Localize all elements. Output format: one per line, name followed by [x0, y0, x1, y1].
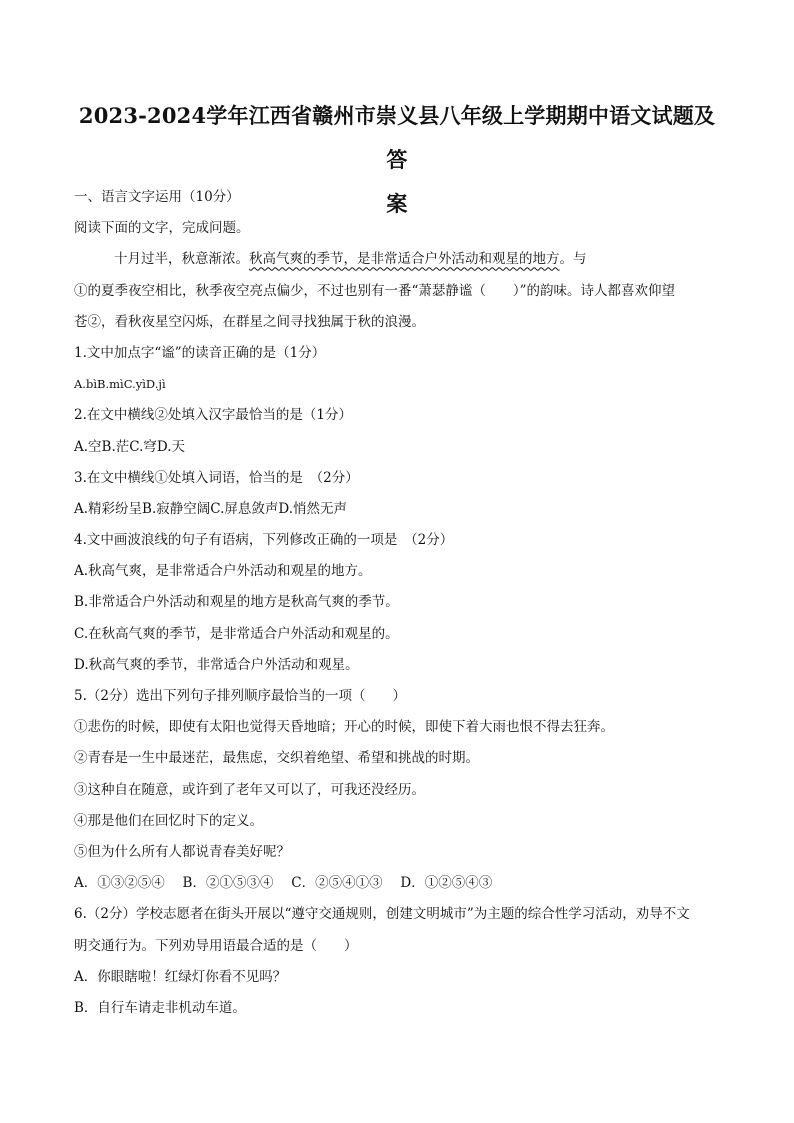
section-heading: 一、语言文字运用（10分） — [74, 189, 240, 205]
question-2-options: A.空B.茫C.穹D.天 — [74, 438, 186, 455]
passage-text: 十月过半，秋意渐浓。 — [114, 251, 249, 268]
question-3-options: A.精彩纷呈B.寂静空阔C.屏息敛声D.悄然无声 — [74, 500, 348, 517]
title-line-1: 2023-2024学年江西省赣州市崇义县八年级上学期期中语文试题及答 — [78, 103, 716, 172]
wavy-underlined-sentence: 秋高气爽的季节，是非常适合户外活动和观星的地方 — [249, 251, 560, 268]
question-5-sentence-5: ⑤但为什么所有人都说青春美好呢？ — [74, 843, 290, 860]
question-4-option-c: C.在秋高气爽的季节，是非常适合户外活动和观星的。 — [74, 625, 399, 642]
document-body — [74, 182, 734, 1024]
question-4-stem: 4.文中画波浪线的句子有语病，下列修改正确的一项是 （2分） — [74, 532, 454, 549]
question-6-option-a: A．你眼瞎啦！红绿灯你看不见吗？ — [74, 968, 287, 985]
question-1-stem: 1.文中加点字“谧”的读音正确的是（1分） — [74, 344, 326, 361]
question-5-stem: 5.（2分）选出下列句子排列顺序最恰当的一项（ ） — [74, 688, 406, 704]
passage-line-3: 苍②，看秋夜星空闪烁，在群星之间寻找独属于秋的浪漫。 — [74, 313, 425, 330]
passage-text: 。与 — [559, 251, 587, 268]
question-5-sentence-4: ④那是他们在回忆时下的定义。 — [74, 812, 263, 829]
question-6-stem-line-2: 明交通行为。下列劝导用语最合适的是（ ） — [74, 937, 358, 954]
question-6-option-b: B．自行车请走非机动车道。 — [74, 999, 246, 1016]
question-4-option-d: D.秋高气爽的季节，非常适合户外活动和观星。 — [74, 656, 359, 673]
question-5-sentence-1: ①悲伤的时候，即使有太阳也觉得天昏地暗；开心的时候，即使下着大雨也恨不得去狂奔。 — [74, 719, 614, 736]
question-1-options: A.bìB.mìC.yìD.jì — [74, 377, 166, 392]
question-5-options: A．①③②⑤④ B．②①⑤③④ C．②⑤④①③ D．①②⑤④③ — [74, 875, 493, 892]
question-4-option-b: B.非常适合户外活动和观星的地方是秋高气爽的季节。 — [74, 594, 399, 611]
question-4-option-a: A.秋高气爽，是非常适合户外活动和观星的地方。 — [74, 563, 372, 580]
question-6-stem-line-1: 6.（2分）学校志愿者在街头开展以“遵守交通规则，创建文明城市”为主题的综合性学习活动，劝导不文 — [74, 906, 690, 923]
question-3-stem: 3.在文中横线①处填入词语，恰当的是 （2分） — [74, 469, 359, 486]
passage-line-1 — [74, 244, 734, 275]
question-5-sentence-2: ②青春是一生中最迷茫，最焦虑，交织着绝望、希望和挑战的时期。 — [74, 750, 479, 767]
instruction-text: 阅读下面的文字，完成问题。 — [74, 220, 250, 237]
question-2-stem: 2.在文中横线②处填入汉字最恰当的是（1分） — [74, 407, 352, 424]
passage-line-2: ①的夏季夜空相比，秋季夜空亮点偏少，不过也别有一番“萧瑟静谧（ ）”的韵味。诗人都喜欢仰望 — [74, 282, 676, 299]
title-line-2: 案 — [386, 191, 408, 216]
question-5-sentence-3: ③这种自在随意，或许到了老年又可以了，可我还没经历。 — [74, 781, 425, 798]
